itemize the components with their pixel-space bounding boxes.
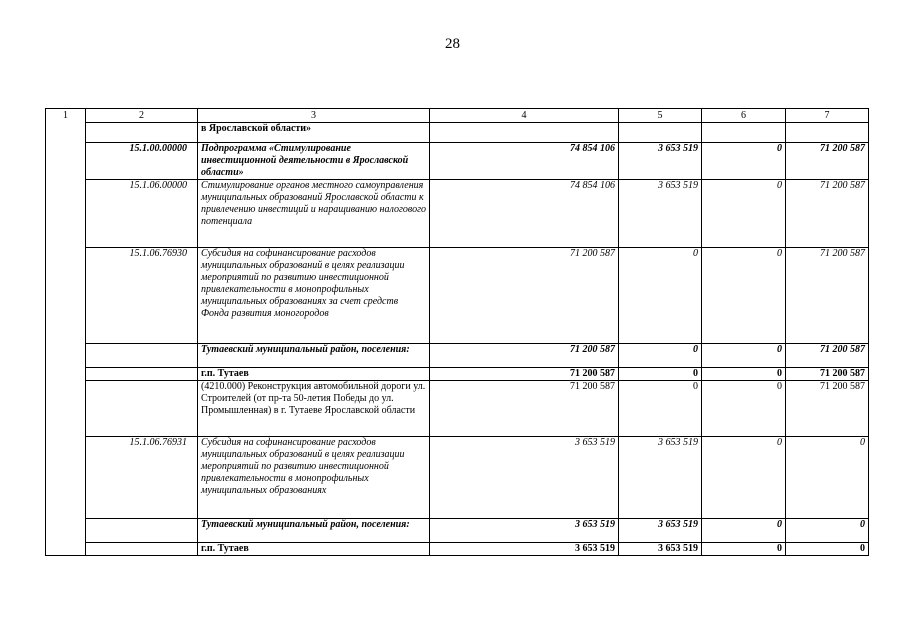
row-code — [86, 381, 198, 437]
row-value-col5: 0 — [619, 248, 702, 344]
row-value-col5: 3 653 519 — [619, 543, 702, 556]
row-value-col6: 0 — [702, 248, 786, 344]
row-code — [86, 519, 198, 543]
table-row — [46, 123, 869, 143]
row-code — [86, 368, 198, 381]
row-code: 15.1.06.76930 — [86, 248, 198, 344]
row-code: 15.1.00.00000 — [86, 143, 198, 180]
row-value-col6: 0 — [702, 543, 786, 556]
row-value-col6: 0 — [702, 381, 786, 437]
row-code — [86, 123, 198, 143]
row-value-col4: 71 200 587 — [430, 381, 619, 437]
row-index-cell — [46, 248, 86, 344]
row-value-col5: 3 653 519 — [619, 180, 702, 248]
row-name: г.п. Тутаев — [198, 543, 430, 556]
row-name: Стимулирование органов местного самоуправления муниципальных образований Ярославской области к привлечению инвестиций и наращиванию налогового потенциала — [198, 180, 430, 248]
row-value-col6: 0 — [702, 344, 786, 368]
page-number: 28 — [445, 36, 460, 52]
table-row — [46, 180, 869, 248]
row-index-cell — [46, 543, 86, 556]
row-index-cell — [46, 143, 86, 180]
row-value-col6 — [702, 123, 786, 143]
table-row — [46, 543, 869, 556]
row-value-col5: 0 — [619, 344, 702, 368]
row-value-col5: 0 — [619, 381, 702, 437]
table-header-row — [46, 109, 869, 123]
row-index-cell — [46, 123, 86, 143]
row-name: Субсидия на софинансирование расходов муниципальных образований в целях реализации мероприятий по развитию инвестиционной привлекательности в монопрофильных муниципальных образованиях — [198, 437, 430, 519]
row-value-col7: 71 200 587 — [786, 344, 869, 368]
row-value-col4: 71 200 587 — [430, 368, 619, 381]
row-name: Тутаевский муниципальный район, поселения: — [198, 344, 430, 368]
row-index-cell — [46, 381, 86, 437]
row-value-col4: 71 200 587 — [430, 344, 619, 368]
row-value-col7: 71 200 587 — [786, 368, 869, 381]
row-value-col5: 3 653 519 — [619, 519, 702, 543]
column-header: 1 — [46, 109, 86, 123]
row-name: (4210.000) Реконструкция автомобильной дороги ул. Строителей (от пр-та 50-летия Победы до ул. Промышленная) в г. Тутаеве Ярославской области — [198, 381, 430, 437]
row-value-col4: 3 653 519 — [430, 519, 619, 543]
row-code: 15.1.06.00000 — [86, 180, 198, 248]
row-name: Тутаевский муниципальный район, поселения: — [198, 519, 430, 543]
column-header: 6 — [702, 109, 786, 123]
table-row — [46, 143, 869, 180]
row-index-cell — [46, 519, 86, 543]
row-value-col4: 3 653 519 — [430, 543, 619, 556]
column-header: 7 — [786, 109, 869, 123]
row-index-cell — [46, 437, 86, 519]
table-row — [46, 519, 869, 543]
budget-table — [45, 108, 869, 556]
row-code — [86, 344, 198, 368]
row-value-col7: 71 200 587 — [786, 180, 869, 248]
table-row — [46, 437, 869, 519]
table-row — [46, 368, 869, 381]
table-row — [46, 344, 869, 368]
row-value-col7: 0 — [786, 543, 869, 556]
row-value-col7: 71 200 587 — [786, 143, 869, 180]
row-value-col6: 0 — [702, 437, 786, 519]
row-name: в Ярославской области» — [198, 123, 430, 143]
row-index-cell — [46, 344, 86, 368]
row-code — [86, 543, 198, 556]
column-header: 2 — [86, 109, 198, 123]
row-value-col7: 71 200 587 — [786, 381, 869, 437]
table-row — [46, 381, 869, 437]
row-value-col7: 71 200 587 — [786, 248, 869, 344]
column-header: 3 — [198, 109, 430, 123]
row-index-cell — [46, 368, 86, 381]
row-value-col4 — [430, 123, 619, 143]
row-value-col7 — [786, 123, 869, 143]
row-value-col4: 74 854 106 — [430, 180, 619, 248]
row-value-col7: 0 — [786, 519, 869, 543]
column-header: 4 — [430, 109, 619, 123]
row-value-col5: 3 653 519 — [619, 143, 702, 180]
column-header: 5 — [619, 109, 702, 123]
row-value-col5 — [619, 123, 702, 143]
row-code: 15.1.06.76931 — [86, 437, 198, 519]
row-value-col6: 0 — [702, 143, 786, 180]
row-name: Подпрограмма «Стимулирование инвестиционной деятельности в Ярославской области» — [198, 143, 430, 180]
row-value-col5: 3 653 519 — [619, 437, 702, 519]
row-name: г.п. Тутаев — [198, 368, 430, 381]
row-value-col4: 74 854 106 — [430, 143, 619, 180]
row-value-col5: 0 — [619, 368, 702, 381]
row-value-col6: 0 — [702, 519, 786, 543]
table-row — [46, 248, 869, 344]
row-name: Субсидия на софинансирование расходов муниципальных образований в целях реализации мероприятий по развитию инвестиционной привлекательности в монопрофильных муниципальных образованиях за счет средств Фонда развития моногородов — [198, 248, 430, 344]
row-index-cell — [46, 180, 86, 248]
row-value-col4: 3 653 519 — [430, 437, 619, 519]
row-value-col7: 0 — [786, 437, 869, 519]
row-value-col4: 71 200 587 — [430, 248, 619, 344]
row-value-col6: 0 — [702, 368, 786, 381]
row-value-col6: 0 — [702, 180, 786, 248]
